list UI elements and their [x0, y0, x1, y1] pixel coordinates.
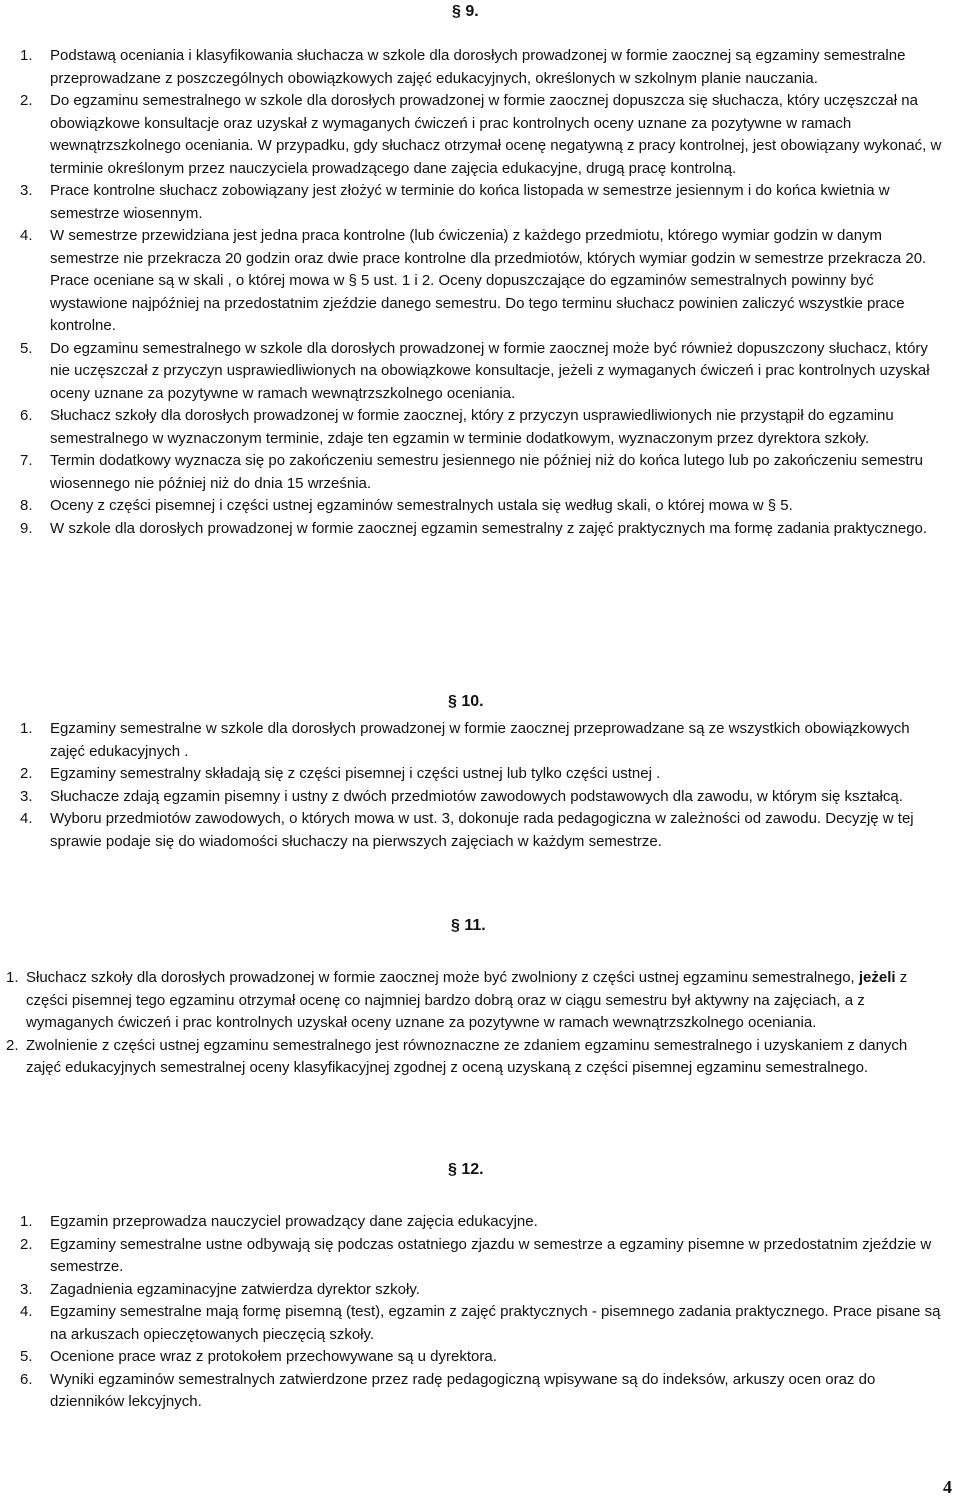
- item-text: Ocenione prace wraz z protokołem przechowywane są u dyrektora.: [50, 1348, 497, 1365]
- section-heading-9: § 9.: [452, 3, 479, 20]
- item-number: 8.: [20, 497, 33, 514]
- item-text: Zwolnienie z części ustnej egzaminu semestralnego jest równoznaczne ze zdaniem egzaminu semestralnego i uzyskaniem z danych zajęć edukacyjnych semestralnej oceny klasyfikacyjnej zgodnej z oceną uzyskaną z części pisemnej egzaminu semestralnego.: [26, 1036, 908, 1076]
- item-text: Podstawą oceniania i klasyfikowania słuchacza w szkole dla dorosłych prowadzonej w formie zaocznej są egzaminy semestralne przeprowadzane z poszczególnych obowiązkowych zajęć edukacyjnych, określonych w szkolnym planie nauczania.: [50, 47, 906, 87]
- item-text: Wyniki egzaminów semestralnych zatwierdzone przez radę pedagogiczną wpisywane są do indeksów, arkuszy ocen oraz do dzienników lekcyjnych.: [50, 1370, 876, 1410]
- item-number: 6.: [20, 1370, 33, 1388]
- item-text: z części pisemnej tego egzaminu otrzymał ocenę co najmniej bardzo dobrą oraz w ciągu semestru był aktywny na zajęciach, a z wymaganych ćwiczeń i prac kontrolnych uzyskał oceny uznane za pozytywne w ramach wewnątrzszkolnego oceniania.: [26, 969, 908, 1031]
- section-9-item-9: [10, 518, 950, 541]
- item-text: Egzaminy semestralny składają się z części pisemnej i części ustnej lub tylko części ustnej .: [50, 765, 661, 782]
- section-12-item-5: [10, 1346, 945, 1369]
- section-11-item-1: [6, 967, 916, 1035]
- section-9-item-5: [10, 338, 950, 406]
- section-9-item-7: [10, 450, 950, 495]
- item-number: 4.: [20, 1303, 33, 1320]
- item-text-bold: jeżeli: [858, 969, 896, 986]
- section-9-item-8: [10, 495, 950, 518]
- section-9-item-2: [10, 90, 950, 180]
- section-12-list: [10, 1211, 945, 1414]
- item-text: Prace kontrolne słuchacz zobowiązany jest złożyć w terminie do końca listopada w semestrze jesiennym i do końca kwietnia w semestrze wiosennym.: [50, 182, 890, 222]
- section-10-item-3: [10, 786, 930, 809]
- item-text: Egzaminy semestralne ustne odbywają się podczas ostatniego zjazdu w semestrze a egzaminy pisemne w przedostatnim zjeździe w semestrze.: [50, 1235, 932, 1275]
- page-number: 4: [943, 1477, 952, 1497]
- item-number: 5.: [20, 339, 33, 357]
- item-number: 7.: [20, 452, 33, 469]
- section-10-item-2: [10, 763, 930, 786]
- item-text: Słuchacz szkoły dla dorosłych prowadzonej w formie zaocznej może być zwolniony z części ustnej egzaminu semestralnego,: [26, 969, 855, 986]
- item-number: 1.: [20, 720, 33, 737]
- item-text: Termin dodatkowy wyznacza się po zakończeniu semestru jesiennego nie później niż do końca lutego lub po zakończeniu semestru wiosennego nie później niż do dnia 15 września.: [50, 452, 923, 492]
- item-number: 3.: [20, 787, 33, 805]
- section-10-item-1: [10, 718, 930, 763]
- section-9-list: [10, 45, 950, 540]
- item-number: 3.: [20, 182, 33, 199]
- section-12-item-1: [10, 1211, 945, 1234]
- item-text: Do egzaminu semestralnego w szkole dla dorosłych prowadzonej w formie zaocznej może być również dopuszczony słuchacz, który nie uczęszczał z przyczyn usprawiedliwionych na obowiązkowe konsultacje, jeżeli z wymaganych ćwiczeń i prac kontrolnych uzyskał oceny uznane za pozytywne w ramach wewnątrzszkolnego oceniania.: [50, 339, 930, 402]
- section-heading-10: § 10.: [448, 693, 484, 710]
- section-9-item-3: [10, 180, 950, 225]
- section-heading-12: § 12.: [448, 1161, 484, 1178]
- item-number: 1.: [20, 1213, 33, 1230]
- section-12-item-4: [10, 1301, 945, 1346]
- item-number: 4.: [20, 810, 33, 827]
- item-text: Słuchacze zdają egzamin pisemny i ustny z dwóch przedmiotów zawodowych podstawowych dla zawodu, w którym się kształcą.: [50, 787, 903, 805]
- item-text: Zagadnienia egzaminacyjne zatwierdza dyrektor szkoły.: [50, 1280, 420, 1298]
- item-number: 2.: [6, 1036, 19, 1054]
- item-text: Słuchacz szkoły dla dorosłych prowadzonej w formie zaocznej, który z przyczyn usprawiedliwionych nie przystąpił do egzaminu semestralnego w wyznaczonym terminie, zdaje ten egzamin w terminie dodatkowym, wyznaczonym przez dyrektora szkoły.: [50, 407, 894, 447]
- section-9-item-1: [10, 45, 950, 90]
- section-11-list: [6, 967, 916, 1080]
- item-number: 6.: [20, 407, 33, 424]
- item-number: 2.: [20, 765, 33, 782]
- section-10-item-4: [10, 808, 930, 853]
- item-number: 4.: [20, 227, 33, 244]
- item-number: 5.: [20, 1348, 33, 1365]
- item-text: W semestrze przewidziana jest jedna praca kontrolne (lub ćwiczenia) z każdego przedmiotu, którego wymiar godzin w danym semestrze nie przekracza 20 godzin oraz dwie prace kontrolne dla przedmiotów, których wymiar godzin w semestrze przekracza 20. Prace oceniane są w skali , o której mowa w § 5 ust. 1 i 2. Oceny dopuszczające do egzaminów semestralnych powinny być wystawione najpóźniej na przedostatnim zjeździe danego semestru. Do tego terminu słuchacz powinien zaliczyć wszystkie prace kontrolne.: [50, 227, 927, 334]
- section-12-item-2: [10, 1234, 945, 1279]
- item-text: W szkole dla dorosłych prowadzonej w formie zaocznej egzamin semestralny z zajęć praktycznych ma formę zadania praktycznego.: [50, 519, 928, 537]
- section-heading-11: § 11.: [451, 917, 486, 934]
- item-number: 9.: [20, 519, 33, 537]
- item-number: 3.: [20, 1280, 33, 1298]
- item-number: 1.: [6, 969, 19, 986]
- section-10-list: [10, 718, 930, 853]
- item-number: 2.: [20, 92, 33, 109]
- item-text: Egzaminy semestralne w szkole dla dorosłych prowadzonej w formie zaocznej przeprowadzane są ze wszystkich obowiązkowych zajęć edukacyjnych .: [50, 720, 910, 760]
- section-12-item-3: [10, 1279, 945, 1302]
- item-number: 2.: [20, 1235, 33, 1253]
- item-text: Wyboru przedmiotów zawodowych, o których mowa w ust. 3, dokonuje rada pedagogiczna w zależności od zawodu. Decyzję w tej sprawie podaje się do wiadomości słuchaczy na pierwszych zajęciach w każdym semestrze.: [50, 810, 914, 850]
- item-text: Egzaminy semestralne mają formę pisemną (test), egzamin z zajęć praktycznych - pisemnego zadania praktycznego. Prace pisane są na arkuszach opieczętowanych pieczęcią szkoły.: [50, 1303, 941, 1343]
- section-9-item-4: [10, 225, 950, 338]
- section-9-item-6: [10, 405, 950, 450]
- item-text: Oceny z części pisemnej i części ustnej egzaminów semestralnych ustala się według skali, o której mowa w § 5.: [50, 497, 793, 514]
- item-text: Egzamin przeprowadza nauczyciel prowadzący dane zajęcia edukacyjne.: [50, 1213, 538, 1230]
- item-text: Do egzaminu semestralnego w szkole dla dorosłych prowadzonej w formie zaocznej dopuszcza się słuchacza, który uczęszczał na obowiązkowe konsultacje oraz uzyskał z wymaganych ćwiczeń i prac kontrolnych oceny uznane za pozytywne w ramach wewnątrzszkolnego oceniania. W przypadku, gdy słuchacz otrzymał ocenę negatywną z pracy kontrolnej, jest obowiązany wykonać, w terminie określonym przez nauczyciela prowadzącego dane zajęcia edukacyjne, drugą pracę kontrolną.: [50, 92, 942, 177]
- section-11-item-2: [6, 1035, 916, 1080]
- item-number: 1.: [20, 47, 33, 64]
- section-12-item-6: [10, 1369, 945, 1414]
